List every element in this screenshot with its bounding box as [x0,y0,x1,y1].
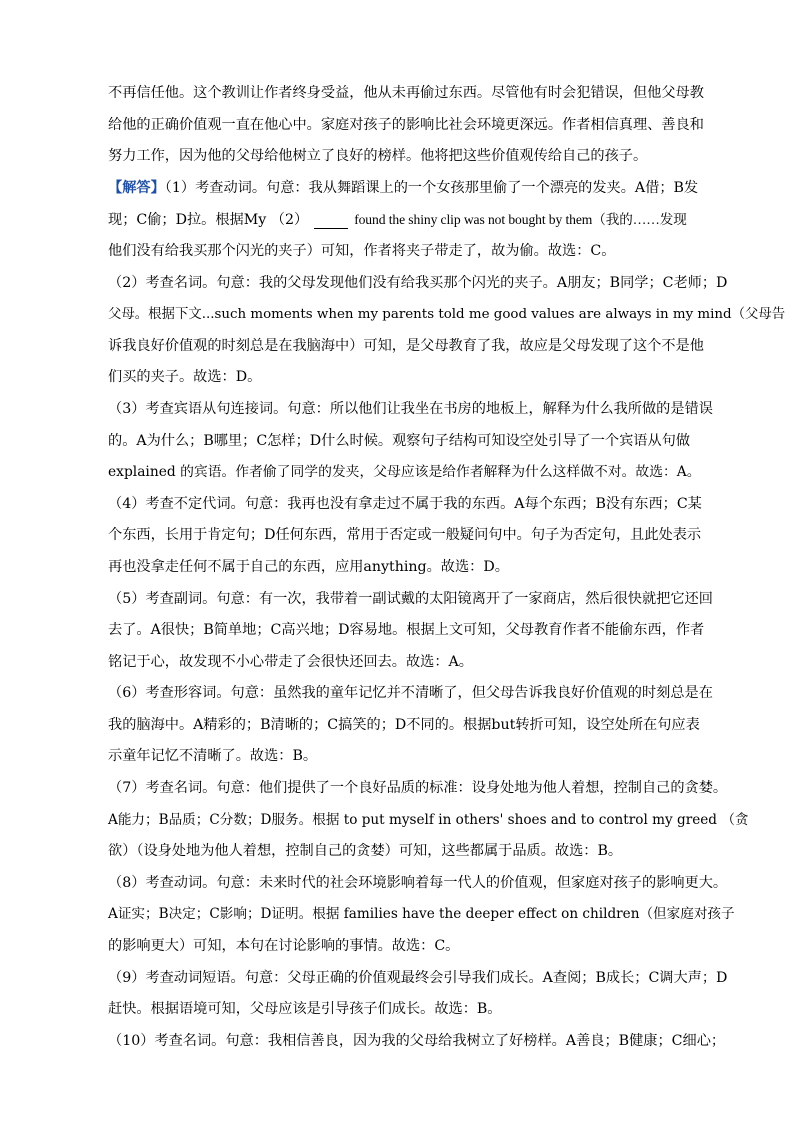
answer-q3-line: 的。A为什么；B哪里；C怎样；D什么时候。观察句子结构可知设空处引导了一个宾语从句做 [108,432,691,449]
answer-q7-line: A能力；B品质；C分数；D服务。根据 to put myself in others' shoes and to control my greed （贪 [108,811,749,828]
answer-text: （1）考查动词。句意：我从舞蹈课上的一个女孩那里偷了一个漂亮的发夹。A借；B发 [164,179,699,196]
answer-q1-line [108,173,704,205]
answer-q5-line: 铭记于心，故发现不小心带走了会很快还回去。故选：A。 [108,653,473,670]
answer-q3-line: explained 的宾语。作者偷了同学的发夹，父母应该是给作者解释为什么这样做不对。故选：A。 [108,464,701,481]
answer-q6-line: （6）考查形容词。句意：虽然我的童年记忆并不清晰了，但父母告诉我良好价值观的时刻总是在 [108,685,713,702]
answer-text: 现；C偷；D拉。根据My （2） [108,212,309,229]
answer-q10-line: （10）考查名词。句意：我相信善良，因为我的父母给我树立了好榜样。A善良；B健康；C细心； [108,1032,726,1049]
answer-q8-line: （8）考查动词。句意：未来时代的社会环境影响着每一代人的价值观，但家庭对孩子的影响更大。 [108,874,728,891]
fill-blank [314,212,348,229]
summary-line: 努力工作，因为他的父母给他树立了良好的榜样。他将把这些价值观传给自己的孩子。 [108,148,648,165]
answer-q4-line: 个东西，长用于肯定句；D任何东西，常用于否定或一般疑问句中。句子为否定句，且此处表示 [108,527,702,544]
answer-q5-line: 去了。A很快；B简单地；C高兴地；D容易地。根据上文可知，父母教育作者不能偷东西，作者 [108,622,705,639]
answer-q1-line: 他们没有给我买那个闪光的夹子）可知，作者将夹子带走了，故为偷。故选：C。 [108,242,616,259]
summary-line: 不再信任他。这个教训让作者终身受益，他从未再偷过东西。尽管他有时会犯错误，但他父母教 [108,85,704,101]
answer-q2-line: 们买的夹子。故选：D。 [108,369,262,386]
answer-q9-line: 赶快。根据语境可知，父母应该是引导孩子们成长。故选：B。 [108,1001,502,1018]
answer-text: found the shiny clip was not bought by them（我的……发现 [354,212,687,228]
answer-q5-line: （5）考查副词。句意：有一次，我带着一副试戴的太阳镜离开了一家商店，然后很快就把它还回 [108,590,713,607]
answer-q2-line: 诉我良好价值观的时刻总是在我脑海中）可知，是父母教育了我，故应是父母发现了这个不是他 [108,337,704,354]
answer-q2-line: 父母。根据下文...such moments when my parents told me good values are always in my mind（父母告 [108,307,786,323]
answer-tag: 【解答】 [108,179,165,196]
answer-q6-line: 我的脑海中。A精彩的；B清晰的；C搞笑的；D不同的。根据but转折可知，设空处所在句应表 [108,716,700,733]
answer-q8-line: A证实；B决定；C影响；D证明。根据 families have the deeper effect on children（但家庭对孩子 [108,906,735,923]
answer-q2-line: （2）考查名词。句意：我的父母发现他们没有给我买那个闪光的夹子。A朋友；B同学；C老师；D [108,274,728,291]
document-body [108,78,786,1057]
answer-q7-line: 欲）（设身处地为他人着想，控制自己的贪婪）可知，这些都属于品质。故选：B。 [108,843,623,860]
answer-q4-line: （4）考查不定代词。句意：我再也没有拿走过不属于我的东西。A每个东西；B没有东西；C某 [108,495,702,512]
answer-q6-line: 示童年记忆不清晰了。故选：B。 [108,748,318,765]
answer-q4-line: 再也没拿走任何不属于自己的东西，应用anything。故选：D。 [108,558,509,575]
summary-line: 给他的正确价值观一直在他心中。家庭对孩子的影响比社会环境更深远。作者相信真理、善良和 [108,116,704,133]
answer-q3-line: （3）考查宾语从句连接词。句意：所以他们让我坐在书房的地板上，解释为什么我所做的是错误 [108,400,713,417]
answer-q7-line: （7）考查名词。句意：他们提供了一个良好品质的标准：设身处地为他人着想，控制自己的贪婪。 [108,780,728,797]
answer-q1-line [108,204,704,236]
answer-q8-line: 的影响更大）可知，本句在讨论影响的事情。故选：C。 [108,938,460,955]
answer-q9-line: （9）考查动词短语。句意：父母正确的价值观最终会引导我们成长。A查阅；B成长；C调大声；D [108,969,728,986]
